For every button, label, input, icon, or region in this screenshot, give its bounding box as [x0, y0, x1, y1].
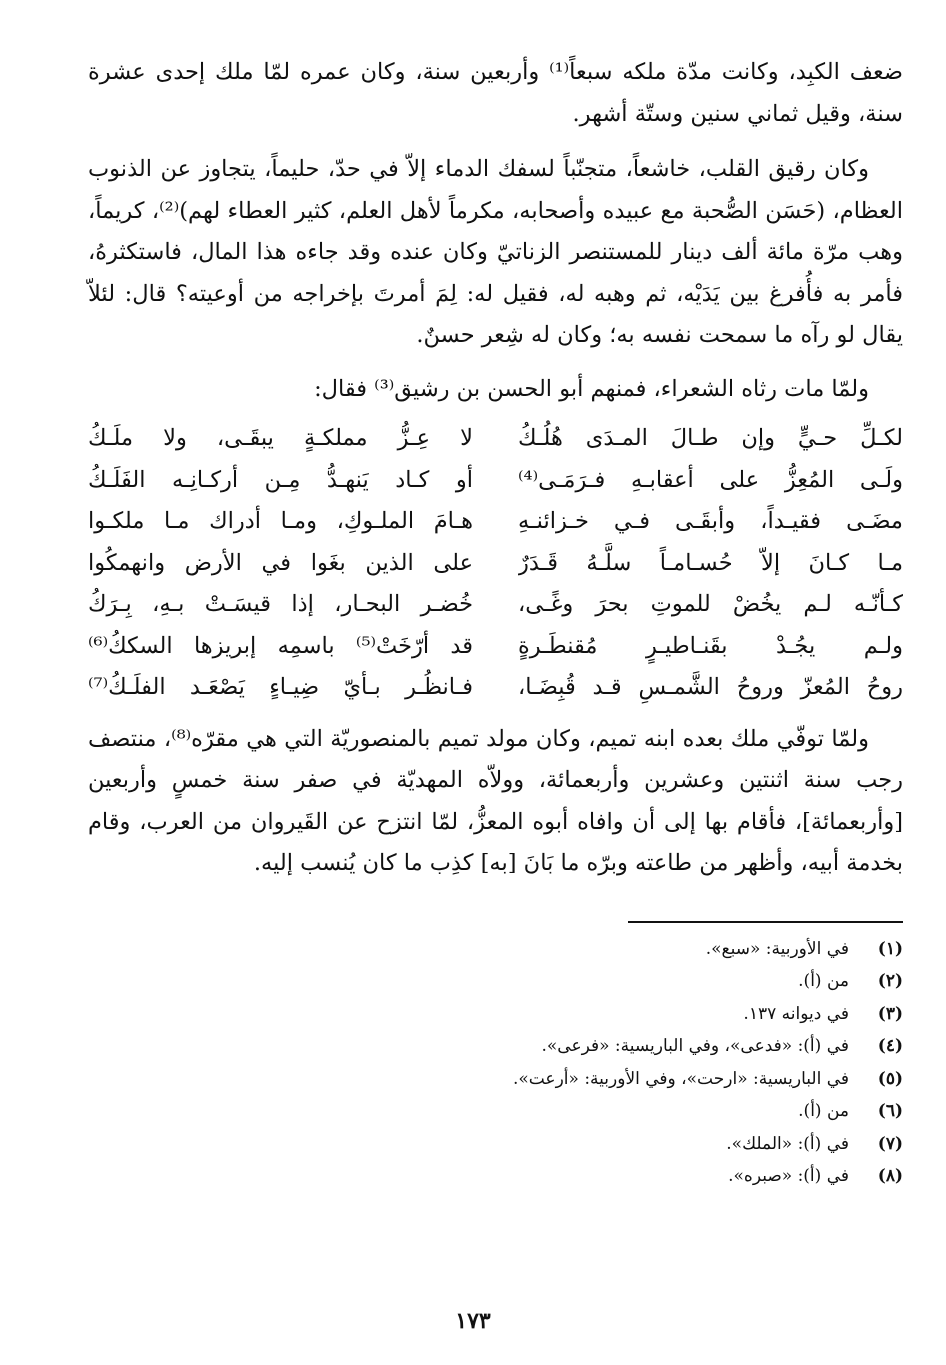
verse-first-hemistich: مـا كـانَ إلاّ حُسـامـاً سلَّـهُ قَـدَرٌ	[518, 549, 903, 576]
footnote-number: (١)	[877, 938, 903, 959]
paragraph-tamim: ولمّا توفّي ملك بعده ابنه تميم، وكان مولد تميم بالمنصوريّة التي هي مقرّه⁽⁸⁾، منتصف رجب سنة اثنتين وعشرين وأربعمائة، وولاّه المهديّة في صفر سنة خمسٍ وأربعين [وأربعمائة]، فأقام بها إلى أن وافاه أبوه المعزُّ، لمّا انتزح عن القَيروان من العرب، وقام بخدمة أبيه، وأظهر من طاعته وبرّه ما بَانَ [به] كذِب ما كان يُنسب إليه.	[88, 725, 903, 876]
footnote-number: (٢)	[877, 971, 903, 991]
verse-line	[88, 584, 903, 626]
footnote-text: في (أ): «الملك».	[726, 1133, 849, 1154]
footnote-text: من (أ).	[798, 1101, 849, 1121]
verse-second-hemistich: أو كـاد يَنهـدُّ مِـن أركـانِـه الفَلَـكُ	[88, 466, 473, 493]
verse-line	[88, 418, 903, 460]
verse-first-hemistich: روحُ المُعزّ وروحُ الشَّمـسِ قـد قُبِضَـا،	[518, 674, 903, 700]
verse-first-hemistich: ولـم يجُـدْ بقَنـاطيـرٍ مُقنطَـرةٍ	[518, 632, 903, 659]
footnote-number: (٧)	[877, 1133, 903, 1154]
footnote-item	[88, 965, 903, 998]
verse-second-hemistich: هـامَ الملـوكِ، ومـا أدراك مـا ملكـوا	[88, 508, 473, 534]
verse-first-hemistich: لكـلِّ حـيٍّ وإن طـالَ المـدَى هُلُـكُ	[518, 425, 903, 451]
footnote-number: (٦)	[877, 1101, 903, 1121]
elegy-poem	[88, 418, 903, 709]
footnote-number: (٨)	[877, 1166, 903, 1186]
footnote-number: (٤)	[877, 1036, 903, 1056]
page-number: ١٧٣	[455, 1308, 491, 1334]
paragraph-character: وكان رقيق القلب، خاشعاً، متجنّباً لسفك الدماء إلاّ في حدّ، حليماً، يتجاوز عن الذنوب العظام، (حَسَن الصُّحبة مع عبيده وأصحابه، مكرماً لأهل العلم، كثير العطاء لهم)⁽²⁾، كريماً، وهب مرّة مائة ألف دينار للمستنصر الزناتيّ وكان عنده وقد جاءه هذا المال، فاستكثرهُ، فأمر به فأُفرغ بين يَدَيْه، ثم وهبه له، فقيل له: لِمَ أمرتَ بإخراجه من أوعيته؟ قال: لئلاّ يقال لو رآه ما سمحت نفسه به؛ وكان له شِعر حسنٌ.	[88, 156, 903, 348]
footnote-text: في (أ): «فدعى»، وفي الباريسية: «فرعى».	[541, 1036, 849, 1056]
footnote-item	[88, 933, 903, 966]
verse-second-hemistich: على الذين بغَوا في الأرض وانهمكُوا	[88, 549, 473, 576]
footnote-text: في (أ): «صبره».	[728, 1166, 849, 1186]
footnote-item	[88, 1030, 903, 1063]
footnote-text: في الأوربية: «سبع».	[705, 938, 849, 959]
verse-line	[88, 501, 903, 543]
footnote-item	[88, 998, 903, 1031]
footnote-item	[88, 1160, 903, 1193]
verse-first-hemistich: كـأنّـه لـم يخُضْ للموتِ بحرَ وغًـى،	[518, 591, 903, 617]
paragraph-elegy-intro: ولمّا مات رثاه الشعراء، فمنهم أبو الحسن بن رشيق⁽³⁾ فقال:	[314, 375, 869, 402]
footnote-number: (٥)	[877, 1068, 903, 1089]
footnote-text: في الباريسية: «ارحت»، وفي الأوربية: «أرعت».	[512, 1068, 849, 1089]
footnote-text: في ديوانه ١٣٧.	[743, 1003, 849, 1024]
footnotes-list	[88, 933, 903, 1193]
verse-first-hemistich: مضَـى فقيـداً، وأبقَـى فـي خـزائنـهِ	[518, 508, 903, 534]
footnote-divider	[628, 921, 903, 923]
verse-line	[88, 460, 903, 502]
footnote-number: (٣)	[877, 1003, 903, 1024]
verse-second-hemistich: لا عِـزُّ مملكـةٍ يبقَـى، ولا ملَـكُ	[88, 425, 473, 451]
verse-line	[88, 543, 903, 585]
verse-second-hemistich: فـانظُـر بـأيّ ضِيـاءٍ يَصْعَـد الفلَـكُ⁽⁷⁾	[88, 674, 473, 700]
page-body	[88, 52, 903, 1193]
verse-second-hemistich: خُضـر البحـار، إذا قيسَـتْ بـهِ، بِـرَكُ	[88, 591, 473, 617]
footnote-item	[88, 1095, 903, 1128]
footnote-text: من (أ).	[798, 971, 849, 991]
verse-first-hemistich: ولَـى المُعِزُّ على أعقابـهِ فـرَمَـى⁽⁴⁾	[518, 466, 903, 493]
verse-line	[88, 626, 903, 668]
verse-line	[88, 667, 903, 709]
paragraph-reign-length: ضعف الكبِد، وكانت مدّة ملكه سبعاً⁽¹⁾ وأربعين سنة، وكان عمره لمّا ملك إحدى عشرة سنة، وقيل ثماني سنين وستّة أشهر.	[88, 59, 903, 127]
footnote-item	[88, 1063, 903, 1096]
footnote-item	[88, 1128, 903, 1161]
verse-second-hemistich: قد أرّخَتْ⁽⁵⁾ باسمِه إبريزها السككُ⁽⁶⁾	[88, 632, 473, 659]
